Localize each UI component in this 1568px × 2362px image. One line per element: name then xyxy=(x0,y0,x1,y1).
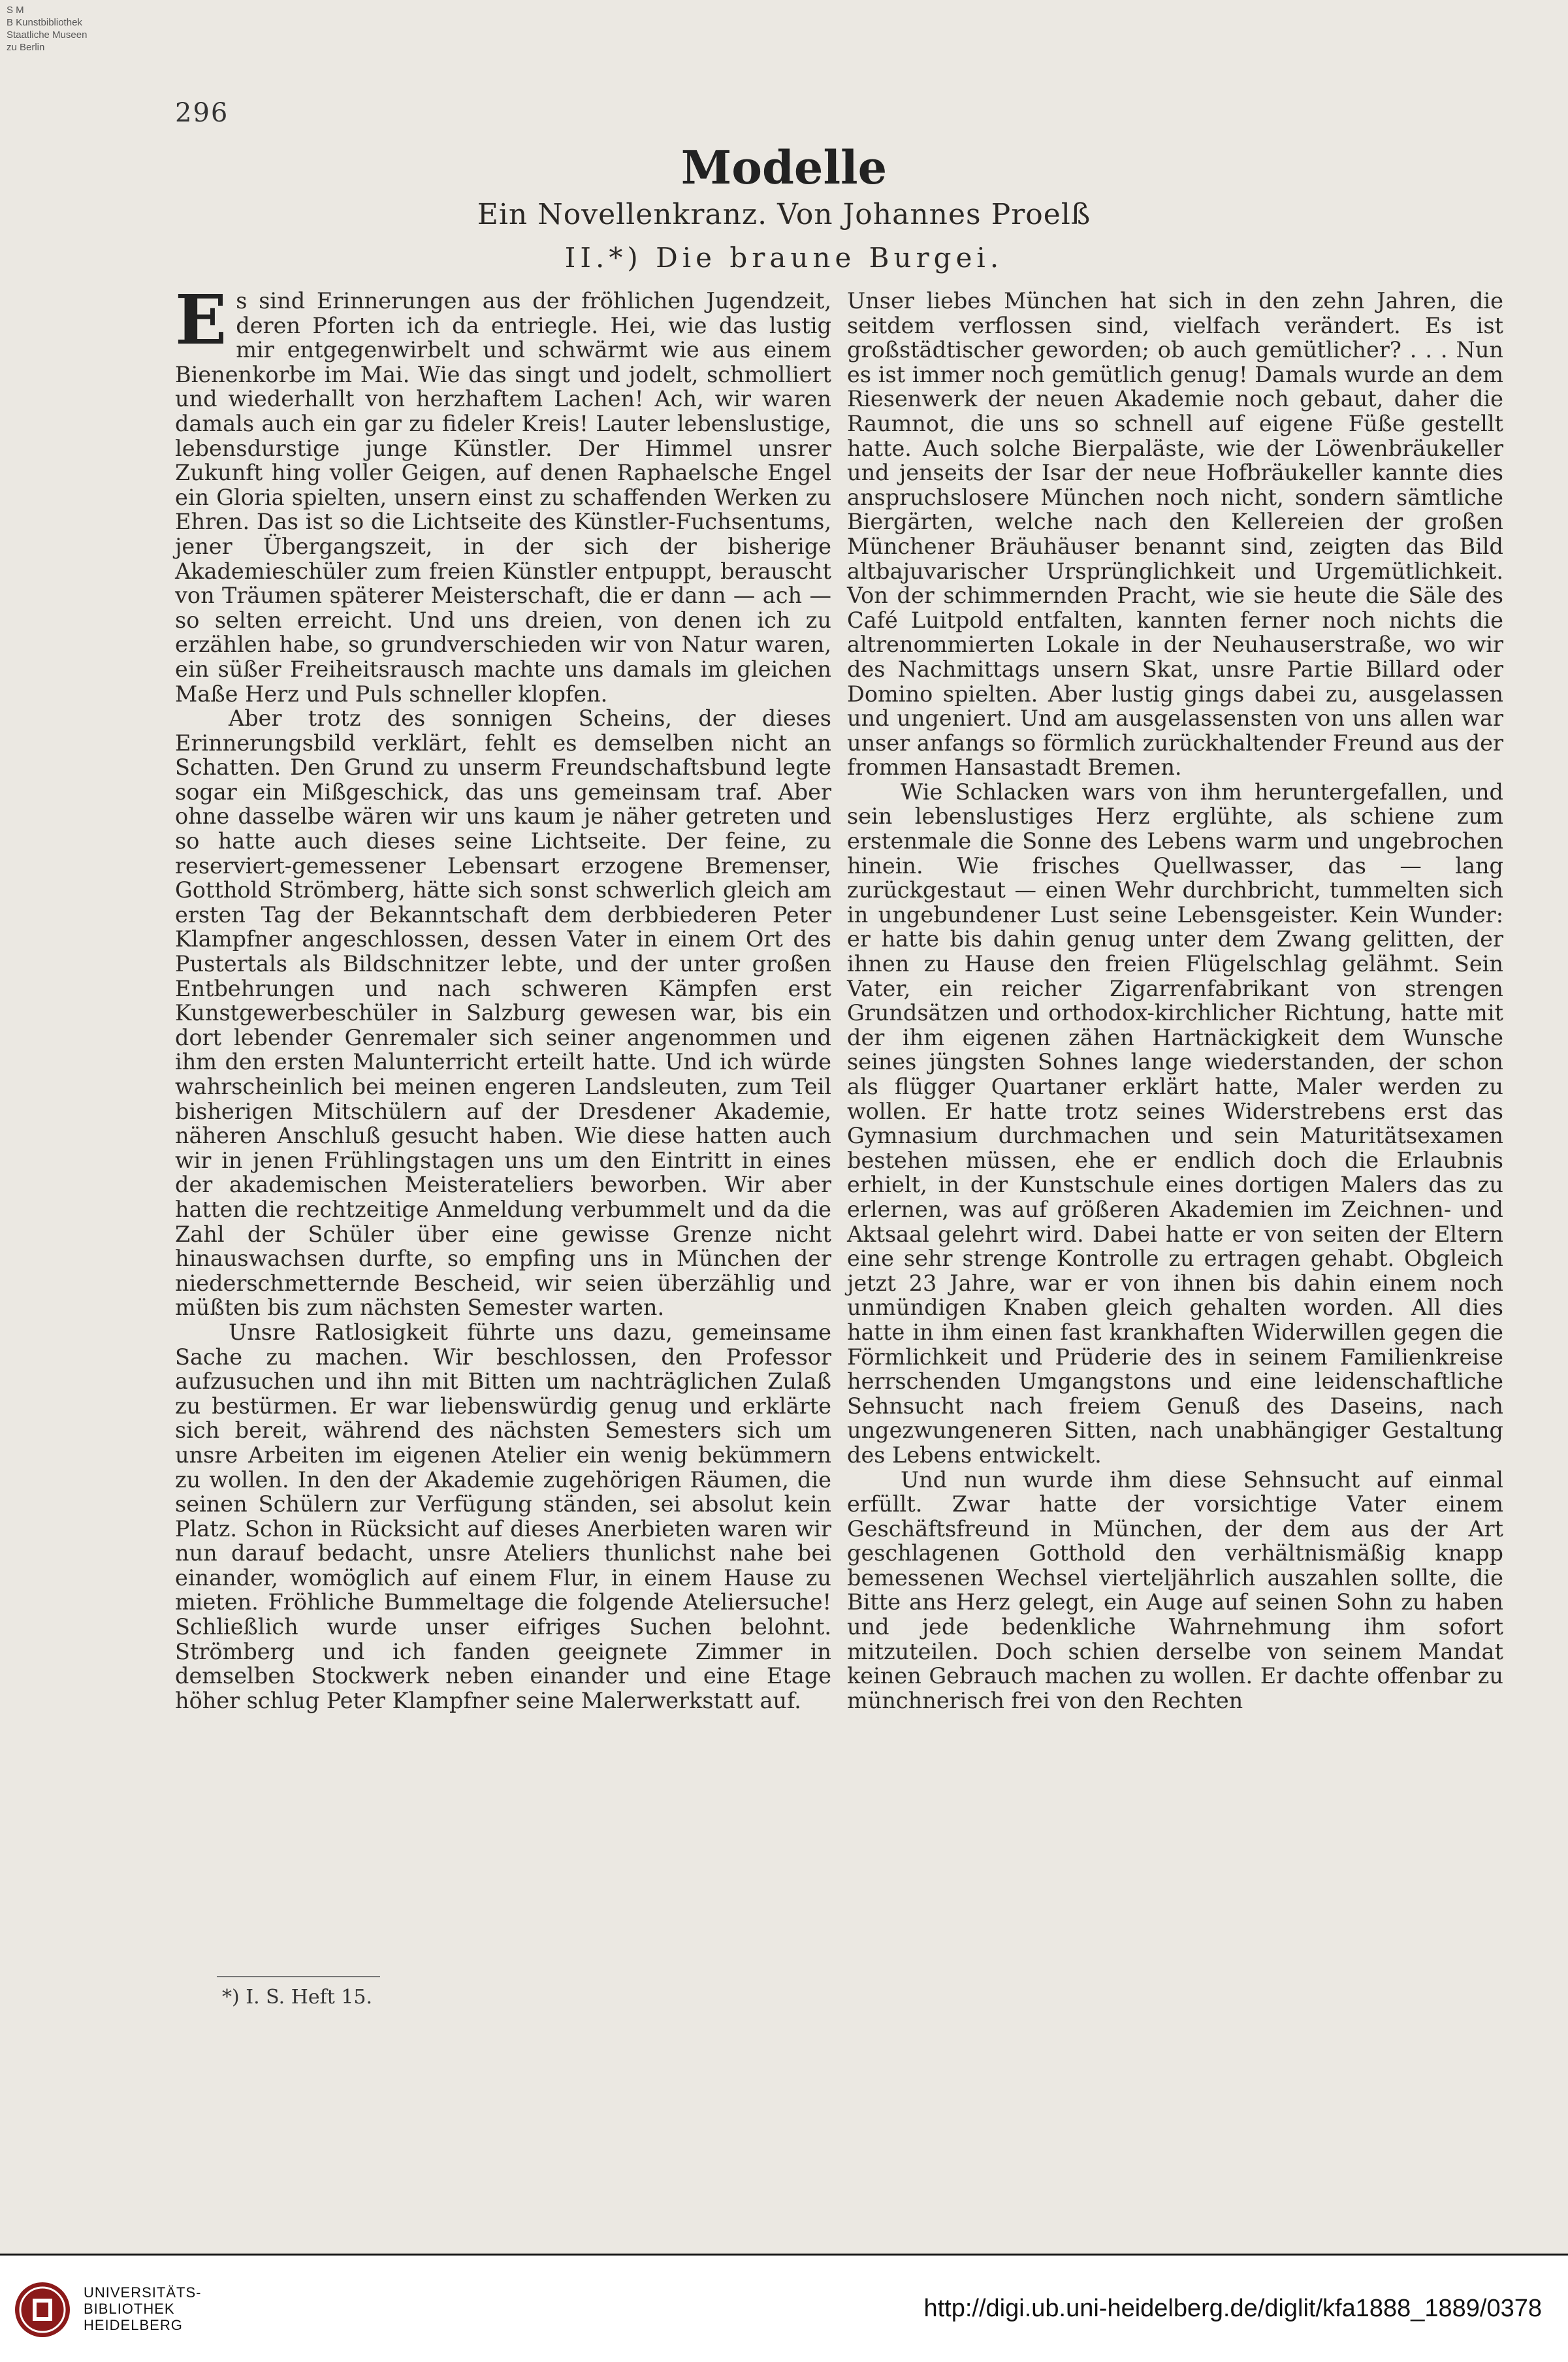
stamp-line: Staatliche Museen xyxy=(7,29,88,40)
article-title: Modelle xyxy=(680,140,888,195)
page-number: 296 xyxy=(175,98,229,128)
logo-line: HEIDELBERG xyxy=(84,2317,183,2333)
paragraph: Unser liebes München hat sich in den zehn Jahren, die seitdem verflossen sind, vielfach verändert. Es ist großstädtischer geworden; ob auch gemütlicher? . . . Nun es ist immer noch gemütlich genug! Damals wurde an dem Riesenwerk der neuen Akademie noch gebaut, daher die Raumnot, die uns so schnell auf eigene Füße gestellt hatte. Auch solche Bierpaläste, wie der Löwenbräukeller und jenseits der Isar der neue Hofbräukeller kannte dies anspruchslosere München noch nicht, sondern sämtliche Biergärten, welche nach den Kellereien der großen Münchener Bräuhäuser benannt sind, zeigten das Bild altbajuvarischer Ursprünglichkeit und Urgemütlichkeit. Von der schimmernden Pracht, wie sie heute die Säle des Café Luitpold entfalten, kannten ferner noch nichts die altrenommierten Lokale in der Neuhauserstraße, wo wir des Nachmittags unsern Skat, unsre Partie Billard oder Domino spielten. Aber lustig gings dabei zu, ausgelassen und ungeniert. Und am ausgelassensten von uns allen war unser anfangs so förmlich zurückhaltender Freund aus der frommen Hansastadt Bremen. xyxy=(847,288,1503,781)
paragraph: Unsre Ratlosigkeit führte uns dazu, gemeinsame Sache zu machen. Wir beschlossen, den Professor aufzusuchen und ihn mit Bitten um nachträglichen Zulaß zu bestürmen. Er war liebenswürdig genug und erklärte sich bereit, während des nächsten Semesters sich um unsre Arbeiten im eigenen Atelier ein wenig bekümmern zu wollen. In den der Akademie zugehörigen Räumen, die seinen Schülern zur Verfügung ständen, sei absolut kein Platz. Schon in Rücksicht auf dieses Anerbieten waren wir nun darauf bedacht, unsre Ateliers thunlichst nahe bei einander, womöglich auf einem Flur, in einem Hause zu mieten. Fröhliche Bummeltage die folgende Ateliersuche! Schließlich wurde unser eifriges Suchen belohnt. Strömberg und ich fanden geeignete Zimmer in demselben Stockwerk neben einander und eine Etage höher schlug Peter Klampfner seine Malerwerkstatt auf. xyxy=(175,1319,831,1713)
paragraph xyxy=(175,280,831,707)
paragraph: Wie Schlacken wars von ihm heruntergefallen, und sein lebenslustiges Herz erglühte, als schiene zum erstenmale die Sonne des Lebens warm und ungebrochen hinein. Wie frisches Quellwasser, das — lang zurückgestaut — einen Wehr durchbricht, tummelten sich in ungebundener Lust seine Lebensgeister. Kein Wunder: er hatte bis dahin genug unter dem Zwang gelitten, der ihnen zu Hause den freien Flügelschlag gelähmt. Sein Vater, ein reicher Zigarrenfabrikant von strengen Grundsätzen und orthodox-kirchlicher Richtung, hatte mit der ihm eigenen zähen Hartnäckigkeit dem Wunsche seines jüngsten Sohnes lange wiederstanden, der schon als flügger Quartaner erklärt hatte, Maler werden zu wollen. Er hatte trotz seines Widerstrebens erst das Gymnasium durchmachen und sein Maturitätsexamen bestehen müssen, ehe er endlich doch die Erlaubnis erhielt, in der Kunstschule eines dortigen Malers das zu erlernen, was auf größeren Akademien im Zeichnen- und Aktsaal gelehrt wird. Dabei hatte er von seiten der Eltern eine sehr strenge Kontrolle zu ertragen gehabt. Obgleich jetzt 23 Jahre, war er von ihnen bis dahin einem noch unmündigen Knaben gleich gehalten worden. All dies hatte in ihm einen fast krankhaften Widerwillen gegen die Förmlichkeit und Prüderie des in seinem Familienkreise herrschenden Umgangstons und eine leidenschaftliche Sehnsucht nach freiem Genuß des Daseins, nach ungezwungeneren Sitten, nach unabhängiger Gestaltung des Lebens entwickelt. xyxy=(847,779,1503,1468)
chapter-heading: II.*) Die braune Burgei. xyxy=(564,242,1004,274)
right-column xyxy=(847,289,1503,1713)
stamp-line: S M xyxy=(7,5,24,16)
university-seal-icon xyxy=(13,2280,72,2339)
footnote-divider xyxy=(217,1976,380,1977)
stamp-line: zu Berlin xyxy=(7,42,45,53)
logo-line: UNIVERSITÄTS- xyxy=(84,2284,202,2301)
paragraph-text: s sind Erinnerungen aus der fröhlichen Jugendzeit, deren Pforten ich da entriegle. Hei, wie das lustig mir entgegenwirbelt und schwärmt wie aus einem Bienenkorbe im Mai. Wie das singt und jodelt, schmolliert und wiederhallt von herzhaftem Lachen! Ach, wir waren damals auch ein gar zu fideler Kreis! Lauter lebenslustige, lebensdurstige junge Künstler. Der Himmel unsrer Zukunft hing voller Geigen, auf denen Raphaelsche Engel ein Gloria spielten, unsern einst zu schaffenden Werken zu Ehren. Das ist so die Lichtseite des Künstler-Fuchsentums, jener Übergangszeit, in der sich der bisherige Akademieschüler zum freien Künstler entpuppt, berauscht von Träumen späterer Meisterschaft, die er dann — ach — so selten erreicht. Und uns dreien, von denen ich zu erzählen habe, so grundverschieden wir von Natur waren, ein süßer Freiheitsrausch machte uns damals im gleichen Maße Herz und Puls schneller klopfen. xyxy=(175,288,831,707)
logo-line: BIBLIOTHEK xyxy=(84,2301,175,2317)
library-stamp xyxy=(7,4,87,54)
paragraph: Und nun wurde ihm diese Sehnsucht auf einmal erfüllt. Zwar hatte der vorsichtige Vater einem Geschäftsfreund in München, der dem aus der Art geschlagenen Gotthold den verhältnismäßig knapp bemessenen Wechsel vierteljährlich auszahlen sollte, die Bitte ans Herz gelegt, ein Auge auf seinen Sohn zu haben und jede bedenkliche Wahrnehmung ihm sofort mitzuteilen. Doch schien derselbe von seinem Mandat keinen Gebrauch machen zu wollen. Er dachte offenbar zu münchnerisch frei von den Rechten xyxy=(847,1466,1503,1713)
permalink-url[interactable]: http://digi.ub.uni-heidelberg.de/diglit/kfa1888_1889/0378 xyxy=(923,2295,1542,2322)
library-logo-text xyxy=(84,2284,201,2333)
digitization-footer xyxy=(0,2254,1568,2362)
left-column xyxy=(175,280,831,1713)
paragraph: Aber trotz des sonnigen Scheins, der dieses Erinnerungsbild verklärt, fehlt es demselben nicht an Schatten. Den Grund zu unserm Freundschaftsbund legte sogar ein Mißgeschick, das uns gemeinsam traf. Aber ohne dasselbe wären wir uns kaum je näher getreten und so hatte auch dieses seine Lichtseite. Der feine, zu reserviert-gemessener Lebensart erzogene Bremenser, Gotthold Strömberg, hätte sich sonst schwerlich gleich am ersten Tag der Bekanntschaft dem derbbiederen Peter Klampfner angeschlossen, dessen Vater in einem Ort des Pustertals als Bildschnitzer lebte, und der unter großen Entbehrungen und nach schweren Kämpfen erst Kunstgewerbeschüler in Salzburg gewesen war, bis ein dort lebender Genremaler sich seiner angenommen und ihm den ersten Malunterricht erteilt hatte. Und ich würde wahrscheinlich bei meinen engeren Landsleuten, zum Teil bisherigen Mitschülern auf der Dresdener Akademie, näheren Anschluß gesucht haben. Wie diese hatten auch wir in jenen Frühlingstagen uns um den Eintritt in eines der akademischen Meisterateliers beworben. Wir aber hatten die rechtzeitige Anmeldung verbummelt und da die Zahl der Schüler über eine gewisse Grenze nicht hinauswachsen durfte, so empfing uns in München der niederschmetternde Bescheid, wir seien überzählig und müßten bis zum nächsten Semester warten. xyxy=(175,705,831,1321)
footnote: *) I. S. Heft 15. xyxy=(222,1986,373,2009)
stamp-line: B Kunstbibliothek xyxy=(7,17,82,28)
drop-cap: E xyxy=(175,280,227,360)
article-subtitle: Ein Novellenkranz. Von Johannes Proelß xyxy=(477,198,1091,231)
